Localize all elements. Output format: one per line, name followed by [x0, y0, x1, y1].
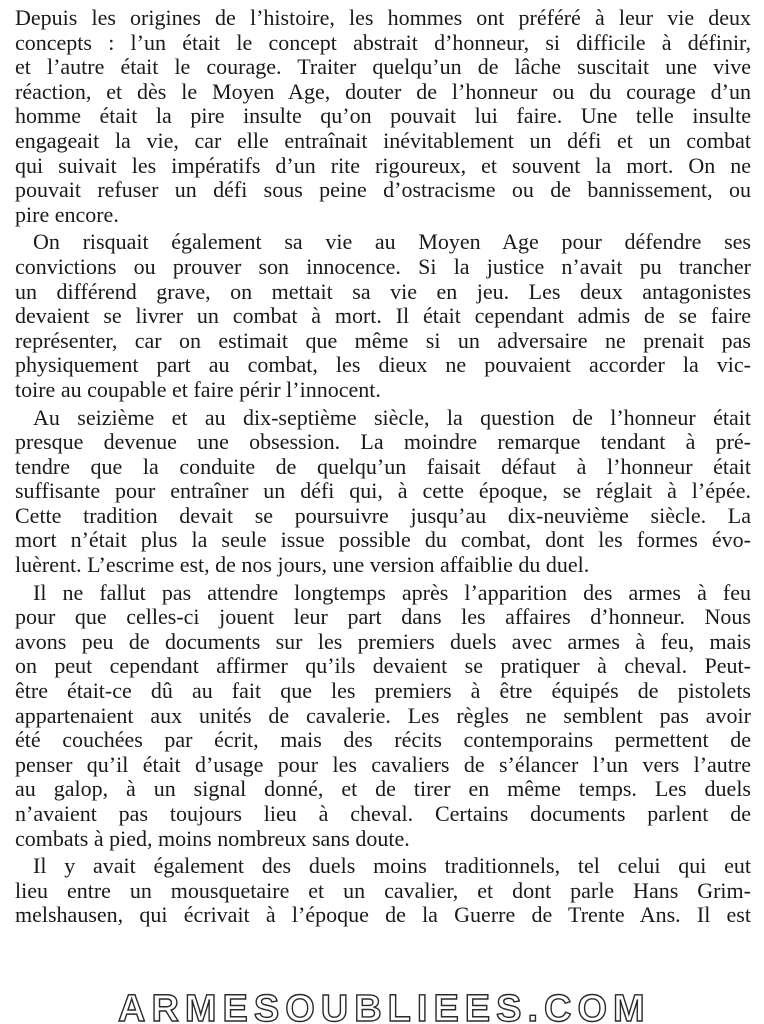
text-line: Il y avait également des duels moins traditionnels, tel celui qui eut — [33, 853, 751, 879]
text-line: physiquement part au combat, les dieux ne pouvaient accorder la vic- — [15, 352, 751, 378]
text-line: Au seizième et au dix-septième siècle, la question de l’honneur était — [33, 404, 751, 430]
text-line: on peut cependant affirmer qu’ils devaient se pratiquer à cheval. Peut- — [15, 653, 751, 679]
text-line: homme était la pire insulte qu’on pouvait lui faire. Une telle insulte — [15, 103, 751, 129]
text-line: engageait la vie, car elle entraînait inévitablement un défi et un combat — [15, 127, 751, 153]
text-line: pire encore. — [15, 201, 119, 227]
paragraph-2 — [15, 230, 751, 402]
text-line: au galop, à un signal donné, et de tirer en même temps. Les duels — [15, 776, 751, 802]
text-line: concepts : l’un était le concept abstrait d’honneur, si difficile à définir, — [15, 29, 751, 55]
text-line: toire au coupable et faire périr l’innocent. — [15, 376, 381, 402]
paragraph-1 — [15, 6, 751, 227]
text-line: appartenaient aux unités de cavalerie. Les règles ne semblent pas avoir — [15, 702, 751, 728]
text-line: avons peu de documents sur les premiers duels avec armes à feu, mais — [15, 628, 751, 654]
text-line: combats à pied, moins nombreux sans doute. — [15, 825, 410, 851]
text-line: pour que celles-ci jouent leur part dans les affaires d’honneur. Nous — [15, 604, 751, 630]
paragraph-5 — [15, 854, 751, 928]
text-line: On risquait également sa vie au Moyen Age pour défendre ses — [33, 229, 751, 255]
text-line: n’avaient pas toujours lieu à cheval. Certains documents parlent de — [15, 801, 751, 826]
text-line: luèrent. L’escrime est, de nos jours, une version affaiblie du duel. — [15, 552, 590, 578]
text-line: melshausen, qui écrivait à l’époque de la Guerre de Trente Ans. Il est — [15, 902, 751, 928]
paragraph-4 — [15, 581, 751, 852]
text-line: suffisante pour entraîner un défi qui, à cette époque, se réglait à l’épée. — [15, 478, 751, 504]
text-line: presque devenue une obsession. La moindre remarque tendant à pré- — [15, 429, 751, 455]
text-line: convictions ou prouver son innocence. Si la justice n’avait pu trancher — [15, 253, 751, 279]
text-line: tendre que la conduite de quelqu’un faisait défaut à l’honneur était — [15, 453, 751, 479]
paragraph-3 — [15, 406, 751, 578]
text-line: Il ne fallut pas attendre longtemps après l’apparition des armes à feu — [33, 579, 751, 605]
text-line: être était-ce dû au fait que les premiers à être équipés de pistolets — [15, 678, 751, 704]
text-line: réaction, et dès le Moyen Age, douter de l’honneur ou du courage d’un — [15, 78, 751, 104]
text-line: qui suivait les impératifs d’un rite rigoureux, et souvent la mort. On ne — [15, 152, 751, 178]
text-line: penser qu’il était d’usage pour les cavaliers de s’élancer l’un vers l’autre — [15, 751, 751, 777]
watermark: ARMESOUBLIEES.COM — [118, 988, 651, 1024]
text-line: mort n’était plus la seule issue possible du combat, dont les formes évo- — [15, 527, 751, 553]
text-line: Depuis les origines de l’histoire, les hommes ont préféré à leur vie deux — [15, 5, 751, 30]
body-text — [15, 6, 751, 931]
text-line: Cette tradition devait se poursuivre jusqu’au dix-neuvième siècle. La — [15, 502, 751, 528]
text-line: un différend grave, on mettait sa vie en jeu. Les deux antagonistes — [15, 278, 751, 304]
text-line: été couchées par écrit, mais des récits contemporains permettent de — [15, 727, 751, 753]
text-line: et l’autre était le courage. Traiter quelqu’un de lâche suscitait une vive — [15, 54, 751, 80]
text-line: devaient se livrer un combat à mort. Il était cependant admis de se faire — [15, 303, 751, 329]
text-line: représenter, car on estimait que même si un adversaire ne prenait pas — [15, 327, 751, 353]
text-line: lieu entre un mousquetaire et un cavalier, et dont parle Hans Grim- — [15, 877, 751, 903]
text-line: pouvait refuser un défi sous peine d’ostracisme ou de bannissement, ou — [15, 177, 751, 203]
